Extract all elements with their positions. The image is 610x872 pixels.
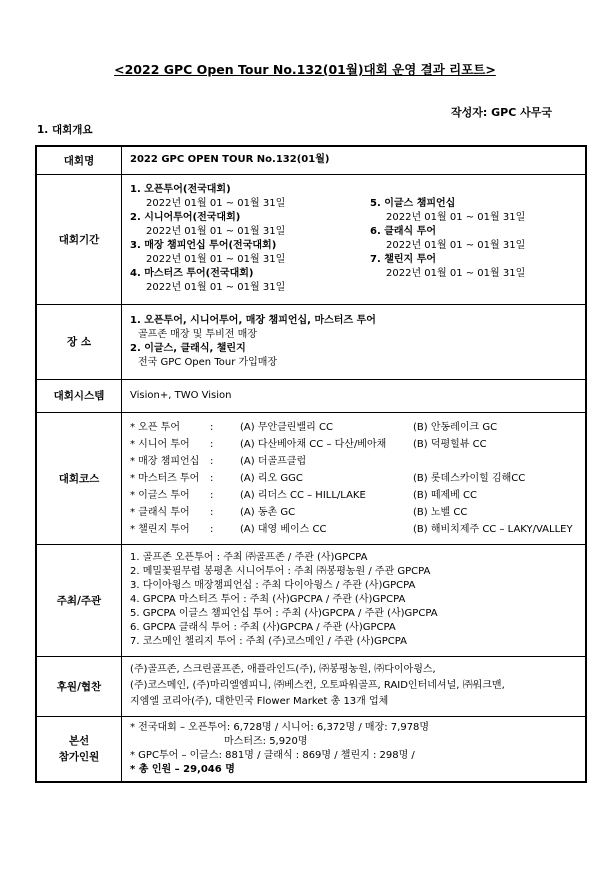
course-sep: :: [210, 489, 214, 501]
tournament-name: 2022 GPC OPEN TOUR No.132(01월): [130, 154, 330, 166]
course-sep: :: [210, 438, 214, 450]
course-b: (B) 덕평힐뷰 CC: [413, 438, 487, 450]
label-sponsor: 후원/협찬: [36, 656, 122, 716]
venue-line: 1. 오픈투어, 시니어투어, 매장 챔피언십, 마스터즈 투어: [130, 314, 376, 326]
venue-line: 전국 GPC Open Tour 가입매장: [138, 356, 278, 368]
course-row: [130, 470, 573, 487]
period-date: 2022년 01월 01 ~ 01월 31일: [386, 212, 526, 223]
participants-label-1: 본선: [68, 734, 90, 747]
participants-line: * GPC투어 – 이글스: 881명 / 클래식 : 869명 / 챌린지 : 298명 /: [130, 749, 415, 761]
course-sep: :: [210, 421, 214, 433]
course-b: (B) 노벨 CC: [413, 506, 468, 518]
course-a: (A) 대영 베이스 CC: [240, 523, 327, 535]
report-title: <2022 GPC Open Tour No.132(01월)대회 운영 결과 리포트>: [114, 62, 496, 77]
course-b: (B) 떼제베 CC: [413, 489, 477, 501]
course-table: [130, 419, 573, 538]
course-a: (A) 더골프클럽: [240, 455, 307, 467]
author: 작성자: GPC 사무국: [451, 106, 552, 119]
sponsor-line: (주)골프존, 스크린골프존, 애플라인드(주), ㈜봉평농원, ㈜다이아윙스,: [130, 664, 436, 675]
venue-line: 골프존 매장 및 투비전 매장: [138, 328, 257, 340]
course-row: [130, 521, 573, 538]
label-courses: 대회코스: [36, 412, 122, 544]
row-sponsor: [36, 656, 586, 716]
course-b: (B) 해비치제주 CC – LAKY/VALLEY: [413, 523, 573, 535]
period-title: 1. 오픈투어(전국대회): [130, 184, 231, 195]
overview-table: [35, 145, 587, 783]
course-a: (A) 리더스 CC – HILL/LAKE: [240, 489, 366, 501]
row-participants: [36, 716, 586, 782]
period-title: 4. 마스터즈 투어(전국대회): [130, 268, 254, 279]
participants-label-2: 참가인원: [58, 750, 100, 763]
course-name: * 챌린지 투어: [130, 523, 190, 535]
course-row: [130, 453, 573, 470]
label-host: 주최/주관: [36, 544, 122, 656]
course-a: (A) 다산베아채 CC – 다산/베아채: [240, 438, 387, 450]
participants-line: * 전국대회 – 오픈투어: 6,728명 / 시니어: 6,372명 / 매장: 7,978명: [130, 721, 430, 733]
sponsor-line: 지엠엘 코리아(주), 대한민국 Flower Market 총 13개 업체: [130, 696, 389, 707]
label-name: 대회명: [36, 146, 122, 174]
venue-line: 2. 이글스, 클래식, 챌린지: [130, 342, 246, 354]
period-date: 2022년 01월 01 ~ 01월 31일: [146, 226, 286, 237]
course-sep: :: [210, 523, 214, 535]
course-name: * 시니어 투어: [130, 438, 190, 450]
course-sep: :: [210, 506, 214, 518]
course-row: [130, 436, 573, 453]
label-venue: 장 소: [36, 304, 122, 379]
row-system: [36, 379, 586, 412]
row-venue: [36, 304, 586, 379]
host-item: 4. GPCPA 마스터즈 투어 : 주최 (사)GPCPA / 주관 (사)GPCPA: [130, 594, 406, 605]
sponsor-line: (주)코스메인, (주)마리엘엠피니, ㈜베스컨, 오토파워골프, RAID인터네셔널, ㈜워크맨,: [130, 680, 505, 691]
participants-total: * 총 인원 – 29,046 명: [130, 763, 235, 775]
row-courses: [36, 412, 586, 544]
period-date: 2022년 01월 01 ~ 01월 31일: [146, 198, 286, 209]
system-value: Vision+, TWO Vision: [130, 389, 232, 401]
course-b: [413, 453, 573, 470]
host-item: 6. GPCPA 클래식 투어 : 주최 (사)GPCPA / 주관 (사)GPCPA: [130, 622, 396, 633]
course-a: (A) 동촌 GC: [240, 506, 296, 518]
course-name: * 클래식 투어: [130, 506, 190, 518]
host-item: 7. 코스메인 챌리지 투어 : 주최 (주)코스메인 / 주관 (사)GPCPA: [130, 636, 408, 647]
course-a: (A) 리오 GGC: [240, 472, 303, 484]
course-a: (A) 무안클린밸리 CC: [240, 421, 333, 433]
participants-line: 마스터즈: 5,920명: [224, 735, 308, 747]
host-item: 5. GPCPA 이글스 챔피언십 투어 : 주최 (사)GPCPA / 주관 (사)GPCPA: [130, 608, 438, 619]
row-period: [36, 174, 586, 304]
period-date: 2022년 01월 01 ~ 01월 31일: [386, 268, 526, 279]
course-sep: :: [210, 472, 214, 484]
host-item: 3. 다이아윙스 매장챔피언십 : 주최 다이아윙스 / 주관 (사)GPCPA: [130, 580, 416, 591]
period-left: [130, 183, 370, 295]
course-name: * 오픈 투어: [130, 421, 180, 433]
course-name: * 매장 챔피언십: [130, 455, 200, 467]
course-row: [130, 419, 573, 436]
course-name: * 이글스 투어: [130, 489, 190, 501]
period-title: 3. 매장 챔피언십 투어(전국대회): [130, 240, 277, 251]
course-sep: :: [210, 455, 214, 467]
course-b: (B) 안동레이크 GC: [413, 421, 498, 433]
host-item: 1. 골프존 오픈투어 : 주최 ㈜골프존 / 주관 (사)GPCPA: [130, 552, 368, 563]
period-date: 2022년 01월 01 ~ 01월 31일: [146, 282, 286, 293]
row-host: [36, 544, 586, 656]
period-title: 5. 이글스 챔피언십: [370, 198, 456, 209]
label-participants: [36, 716, 122, 782]
course-row: [130, 487, 573, 504]
period-title: 6. 클래식 투어: [370, 226, 437, 237]
course-row: [130, 504, 573, 521]
label-period: 대회기간: [36, 174, 122, 304]
period-date: 2022년 01월 01 ~ 01월 31일: [386, 240, 526, 251]
period-right: [370, 183, 525, 295]
host-item: 2. 메밀꽃필무렵 봉평촌 시니어투어 : 주최 ㈜봉평농원 / 주관 GPCPA: [130, 566, 431, 577]
course-name: * 마스터즈 투어: [130, 472, 200, 484]
row-name: [36, 146, 586, 174]
period-title: 7. 챌린지 투어: [370, 254, 437, 265]
period-date: 2022년 01월 01 ~ 01월 31일: [146, 254, 286, 265]
section-heading: 1. 대회개요: [37, 124, 93, 136]
label-system: 대회시스템: [36, 379, 122, 412]
course-b: (B) 롯데스카이힐 김해CC: [413, 472, 526, 484]
period-title: 2. 시니어투어(전국대회): [130, 212, 241, 223]
